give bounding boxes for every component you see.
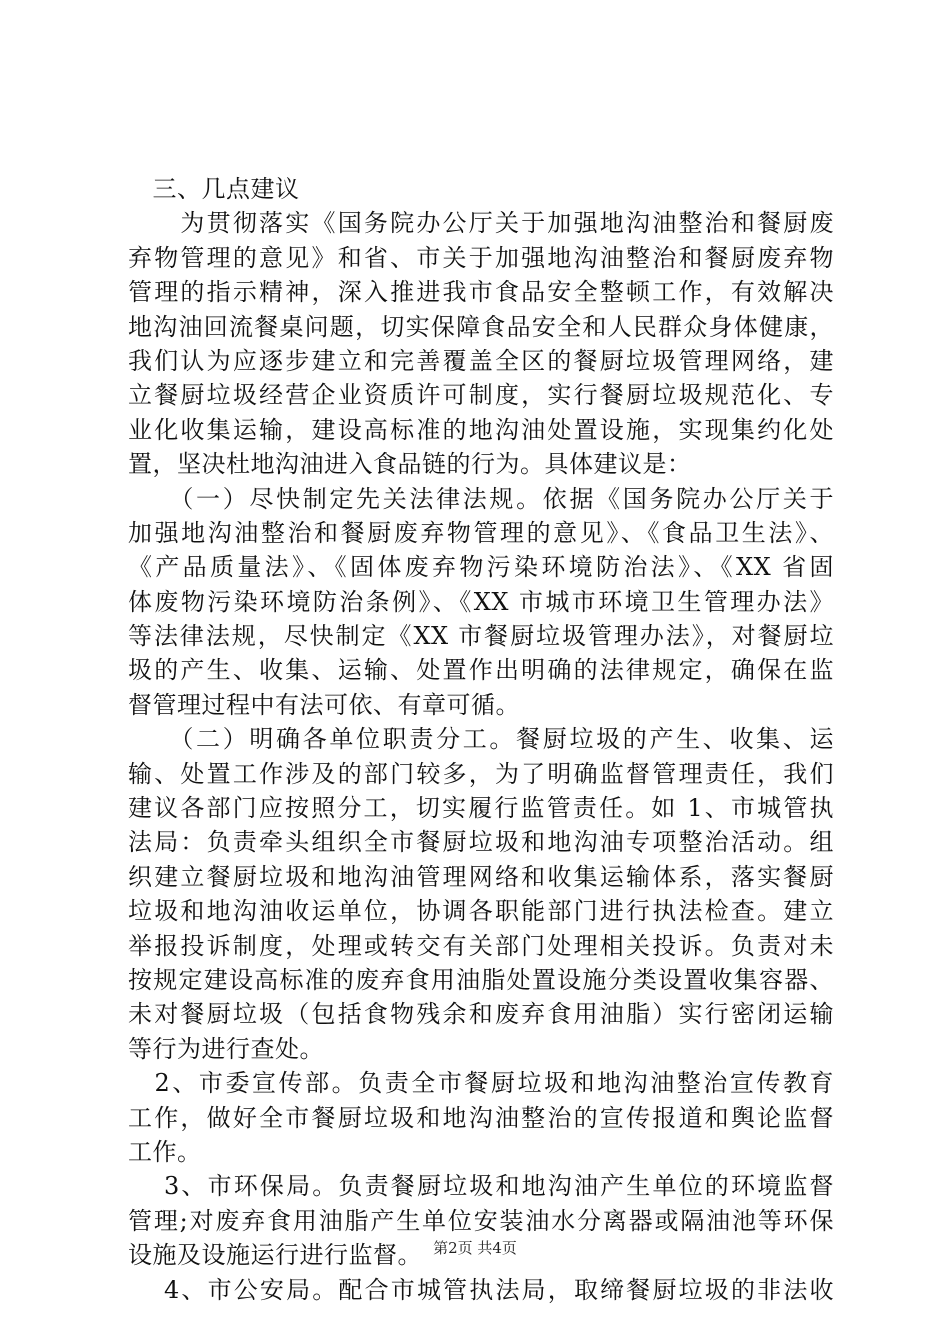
paragraph-line: 《产品质量法》、《固体废弃物污染环境防治法》、《XX 省固 xyxy=(128,553,834,582)
paragraph-line: 按规定建设高标准的废弃食用油脂处置设施分类设置收集容器、 xyxy=(128,965,834,994)
paragraph-line: 置，坚决杜地沟油进入食品链的行为。具体建议是： xyxy=(128,450,692,479)
paragraph-line: 体废物污染环境防治条例》、《XX 市城市环境卫生管理办法》 xyxy=(128,587,834,616)
paragraph-line: 圾的产生、收集、运输、处置作出明确的法律规定，确保在监 xyxy=(128,656,834,685)
paragraph-line: 织建立餐厨垃圾和地沟油管理网络和收集运输体系，落实餐厨 xyxy=(128,862,834,891)
paragraph-line: 2、市委宣传部。负责全市餐厨垃圾和地沟油整治宣传教育 xyxy=(128,1069,834,1098)
paragraph-line: 加强地沟油整治和餐厨废弃物管理的意见》、《食品卫生法》、 xyxy=(128,518,834,547)
paragraph-line: （一）尽快制定先关法律法规。依据《国务院办公厅关于 xyxy=(128,484,834,513)
paragraph-line: 我们认为应逐步建立和完善覆盖全区的餐厨垃圾管理网络，建 xyxy=(128,346,834,375)
paragraph-line: 举报投诉制度，处理或转交有关部门处理相关投诉。负责对未 xyxy=(128,931,834,960)
paragraph-line: 工作。 xyxy=(128,1137,202,1166)
paragraph-line: 管理的指示精神，深入推进我市食品安全整顿工作，有效解决 xyxy=(128,278,834,307)
document-body xyxy=(128,172,834,1307)
paragraph-line: 建议各部门应按照分工，切实履行监管责任。如 1、市城管执 xyxy=(128,794,834,823)
paragraph-line: （二）明确各单位职责分工。餐厨垃圾的产生、收集、运 xyxy=(128,725,834,754)
page-footer: 第2页 共4页 xyxy=(433,1239,517,1257)
paragraph-line: 4、市公安局。配合市城管执法局，取缔餐厨垃圾的非法收 xyxy=(128,1275,834,1304)
paragraph-line: 等行为进行查处。 xyxy=(128,1034,324,1063)
paragraph-line: 垃圾和地沟油收运单位，协调各职能部门进行执法检查。建立 xyxy=(128,897,834,926)
paragraph-line: 督管理过程中有法可依、有章可循。 xyxy=(128,690,520,719)
paragraph-line: 三、几点建议 xyxy=(128,175,300,203)
paragraph-line: 工作，做好全市餐厨垃圾和地沟油整治的宣传报道和舆论监督 xyxy=(128,1103,834,1132)
paragraph-line: 3、市环保局。负责餐厨垃圾和地沟油产生单位的环境监督 xyxy=(128,1172,834,1201)
paragraph-line: 管理;对废弃食用油脂产生单位安装油水分离器或隔油池等环保 xyxy=(128,1206,834,1235)
paragraph-line: 设施及设施运行进行监督。 xyxy=(128,1241,422,1270)
paragraph-line: 为贯彻落实《国务院办公厅关于加强地沟油整治和餐厨废 xyxy=(128,209,834,238)
paragraph-line: 地沟油回流餐桌问题，切实保障食品安全和人民群众身体健康， xyxy=(128,312,834,341)
paragraph-line: 未对餐厨垃圾（包括食物残余和废弃食用油脂）实行密闭运输 xyxy=(128,1000,834,1029)
paragraph-line: 弃物管理的意见》和省、市关于加强地沟油整治和餐厨废弃物 xyxy=(128,243,834,272)
paragraph-line: 法局：负责牵头组织全市餐厨垃圾和地沟油专项整治活动。组 xyxy=(128,828,834,857)
paragraph-line: 业化收集运输，建设高标准的地沟油处置设施，实现集约化处 xyxy=(128,415,834,444)
paragraph-line: 立餐厨垃圾经营企业资质许可制度，实行餐厨垃圾规范化、专 xyxy=(128,381,834,410)
paragraph-line: 输、处置工作涉及的部门较多，为了明确监督管理责任，我们 xyxy=(128,759,834,788)
paragraph-line: 等法律法规，尽快制定《XX 市餐厨垃圾管理办法》，对餐厨垃 xyxy=(128,622,834,651)
